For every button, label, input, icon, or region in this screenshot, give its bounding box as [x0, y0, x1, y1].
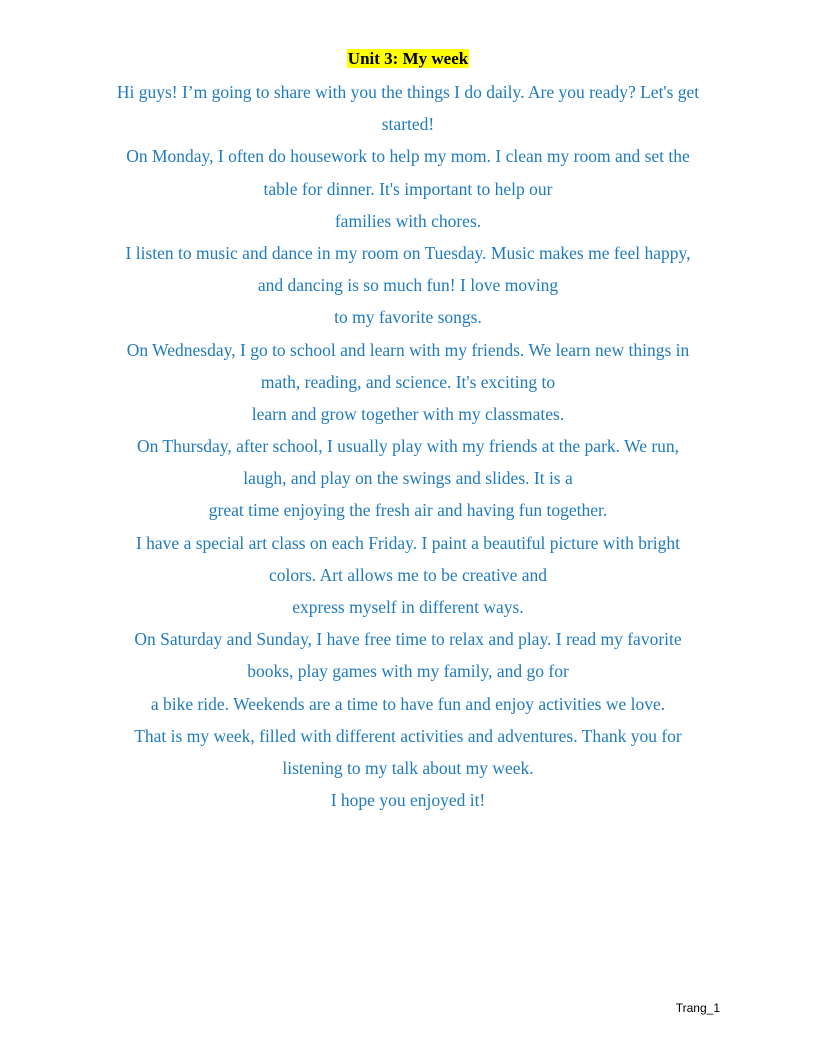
text-line: and dancing is so much fun! I love moving — [257, 275, 559, 296]
text-line: a bike ride. Weekends are a time to have fun and enjoy activities we love. — [150, 693, 666, 714]
text-line: to my favorite songs. — [334, 307, 482, 328]
text-line: On Wednesday, I go to school and learn with my friends. We learn new things in — [126, 339, 690, 360]
text-line: I listen to music and dance in my room on Tuesday. Music makes me feel happy, — [125, 242, 691, 263]
text-line: listening to my talk about my week. — [282, 757, 534, 778]
text-line: families with chores. — [334, 210, 482, 231]
page-number: Trang_1 — [675, 1001, 720, 1015]
text-line: I have a special art class on each Friday. I paint a beautiful picture with bright — [135, 532, 681, 553]
text-line: started! — [381, 114, 435, 135]
page-title: Unit 3: My week — [347, 49, 469, 68]
text-line: On Monday, I often do housework to help my mom. I clean my room and set the — [126, 146, 690, 167]
text-line: express myself in different ways. — [292, 597, 524, 617]
text-line: I hope you enjoyed it! — [330, 790, 486, 811]
text-line: That is my week, filled with different activities and adventures. Thank you for — [134, 725, 682, 746]
text-line: math, reading, and science. It's exciting to — [260, 371, 556, 392]
text-line: books, play games with my family, and go for — [247, 661, 569, 682]
title-container — [0, 47, 816, 72]
body-text — [84, 76, 732, 816]
text-line: learn and grow together with my classmates. — [251, 403, 565, 424]
text-line: On Saturday and Sunday, I have free time to relax and play. I read my favorite — [134, 629, 682, 650]
text-line: table for dinner. It's important to help our — [263, 178, 553, 199]
text-line: colors. Art allows me to be creative and — [269, 564, 547, 585]
text-line: On Thursday, after school, I usually play with my friends at the park. We run, — [136, 436, 680, 457]
text-line: laugh, and play on the swings and slides. It is a — [243, 468, 573, 489]
text-line: Hi guys! I’m going to share with you the things I do daily. Are you ready? Let's get — [116, 82, 700, 102]
text-line: great time enjoying the fresh air and having fun together. — [208, 500, 608, 521]
